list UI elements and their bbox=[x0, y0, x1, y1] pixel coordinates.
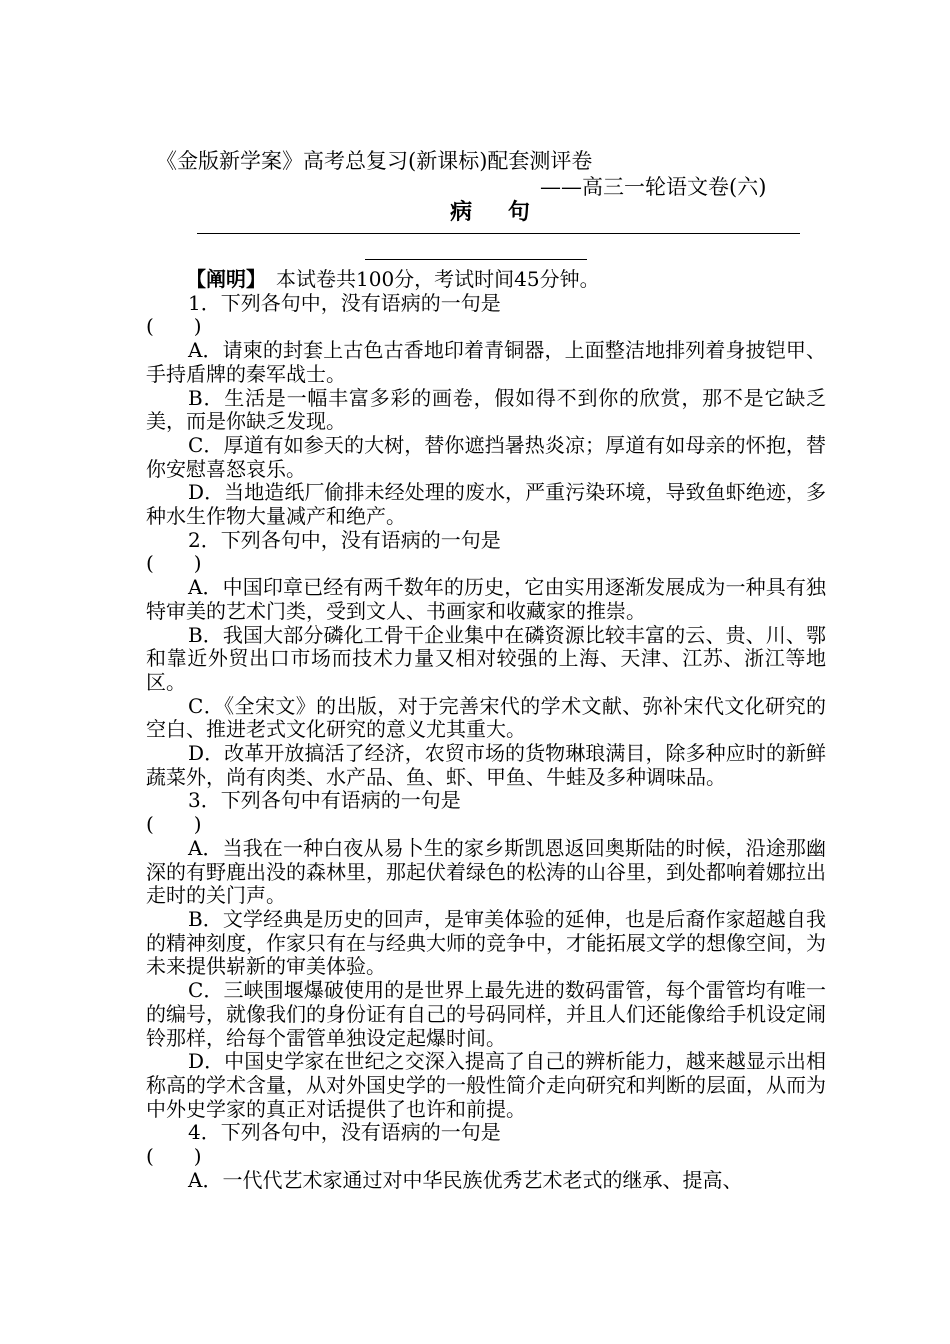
note-label: 【阐明】 bbox=[186, 267, 256, 291]
option-d: D．当地造纸厂偷排未经处理的废水，严重污染环境，导致鱼虾绝迹，多种水生作物大量减产和绝产。 bbox=[146, 480, 826, 529]
option-a: A．当我在一种白夜从易卜生的家乡斯凯恩返回奥斯陆的时候，沿途那幽深的有野鹿出没的森林里，那起伏着绿色的松涛的山谷里，到处都响着娜拉出走时的关门声。 bbox=[146, 835, 826, 908]
option-b: B．文学经典是历史的回声，是审美体验的延伸，也是后裔作家超越自我的精神刻度，作家只有在与经典大师的竞争中，才能拓展文学的想像空间，为未来提供崭新的审美体验。 bbox=[146, 906, 826, 979]
question-stem: 3．下列各句中有语病的一句是 bbox=[188, 788, 461, 813]
page-title: 病 句 bbox=[450, 199, 544, 225]
option-a: A．中国印章已经有两千数年的历史，它由实用逐渐发展成为一种具有独特审美的艺术门类，受到文人、书画家和收藏家的推崇。 bbox=[146, 575, 826, 623]
title-divider bbox=[197, 233, 800, 234]
option-c: C．三峡围堰爆破使用的是世界上最先进的数码雷管，每个雷管均有唯一的编号，就像我们的身份证有自己的号码同样，并且人们还能像给手机设定闹铃那样，给每个雷管单独设定起爆时间。 bbox=[146, 978, 826, 1050]
option-a: A．请柬的封套上古色古香地印着青铜器，上面整洁地排列着身披铠甲、手持盾牌的秦军战士。 bbox=[146, 338, 826, 386]
option-c: C．厚道有如参天的大树，替你遮挡暑热炎凉；厚道有如母亲的怀抱，替你安慰喜怒哀乐。 bbox=[146, 432, 826, 481]
note-text: 本试卷共100分，考试时间45分钟。 bbox=[256, 267, 600, 291]
option-c: C．《全宋文》的出版，对于完善宋代的学术文献、弥补宋代文化研究的空白、推进老式文化研究的意义尤其重大。 bbox=[146, 693, 826, 742]
answer-blank: ( ) bbox=[146, 1144, 202, 1169]
exam-subtitle: ——高三一轮语文卷(六) bbox=[540, 175, 767, 199]
option-d: D．中国史学家在世纪之交深入提高了自己的辨析能力，越来越显示出相称高的学术含量，从对外国史学的一般性简介走向研究和判断的层面，从而为中外史学家的真正对话提供了也许和前提。 bbox=[146, 1049, 826, 1121]
option-d: D．改革开放搞活了经济，农贸市场的货物琳琅满目，除多种应时的新鲜蔬菜外，尚有肉类、水产品、鱼、虾、甲鱼、牛蛙及多种调味品。 bbox=[146, 741, 826, 789]
answer-blank: ( ) bbox=[146, 314, 202, 339]
question-stem: 4．下列各句中，没有语病的一句是 bbox=[188, 1120, 501, 1145]
question-stem: 2．下列各句中，没有语病的一句是 bbox=[188, 527, 501, 552]
option-b: B．生活是一幅丰富多彩的画卷，假如得不到你的欣赏，那不是它缺乏美，而是你缺乏发现。 bbox=[146, 385, 826, 434]
answer-blank: ( ) bbox=[146, 551, 202, 576]
short-divider bbox=[365, 259, 587, 260]
exam-note bbox=[146, 268, 826, 292]
answer-blank: ( ) bbox=[146, 812, 202, 837]
question-stem: 1．下列各句中，没有语病的一句是 bbox=[188, 290, 501, 315]
option-a: A．一代代艺术家通过对中华民族优秀艺术老式的继承、提高、 bbox=[188, 1167, 743, 1192]
exam-series-title: 《金版新学案》高考总复习(新课标)配套测评卷 bbox=[156, 149, 593, 173]
exam-body bbox=[146, 268, 826, 1192]
option-b: B．我国大部分磷化工骨干企业集中在磷资源比较丰富的云、贵、川、鄂和靠近外贸出口市场而技术力量又相对较强的上海、天津、江苏、浙江等地区。 bbox=[146, 622, 826, 694]
